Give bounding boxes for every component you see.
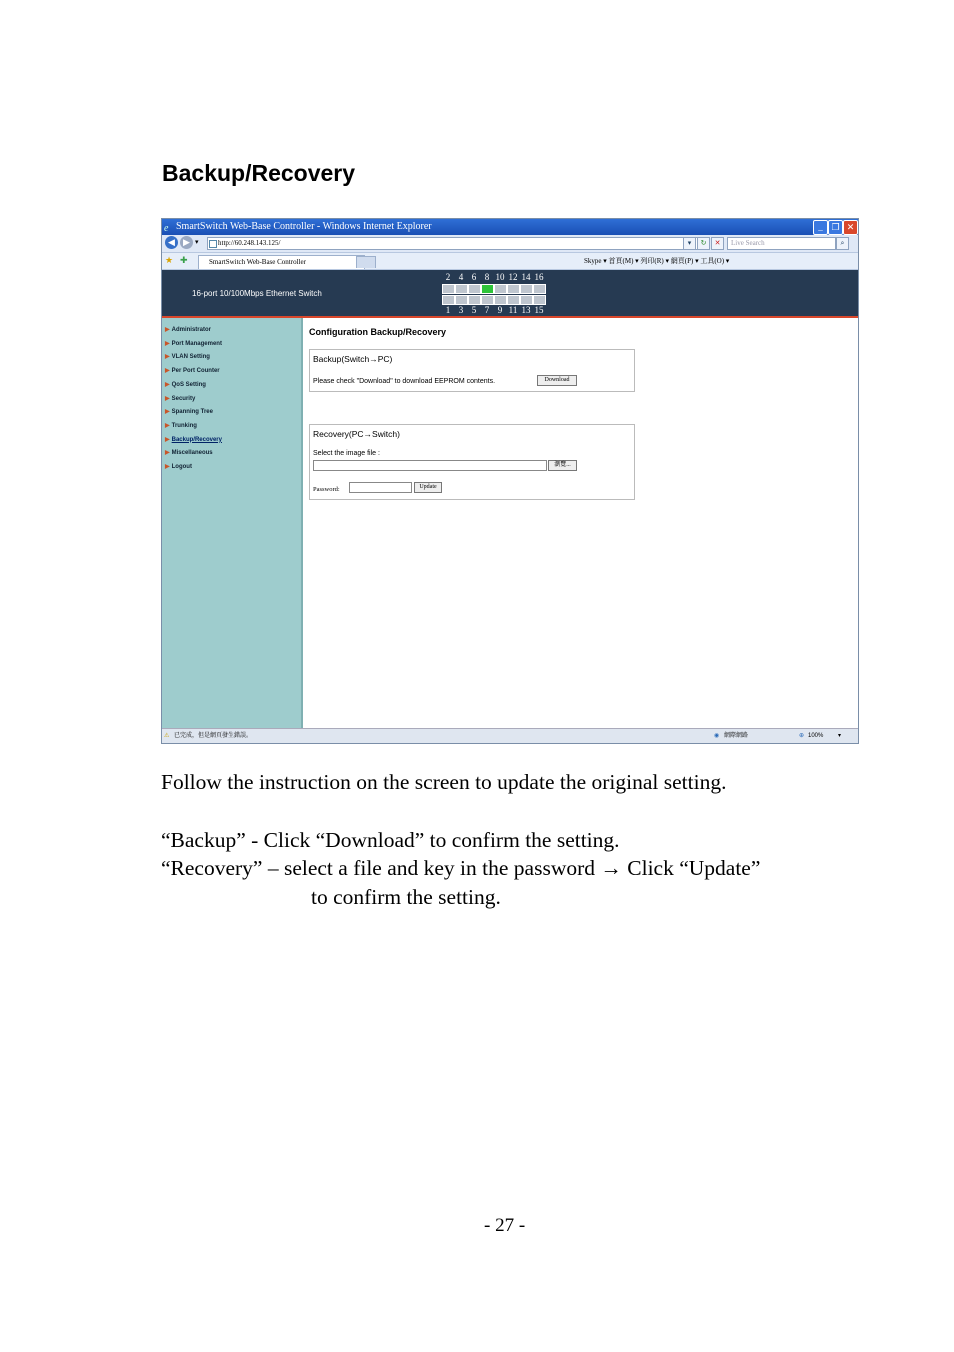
arrow-right-icon: ▶ (165, 450, 170, 457)
address-text: http://60.248.143.125/ (218, 239, 281, 247)
sidebar-item-label: Spanning Tree (171, 409, 213, 416)
zoom-dropdown-icon[interactable]: ▾ (838, 733, 842, 739)
arrow-right-icon: ▶ (165, 395, 170, 402)
port-number-bottom: 7 (484, 305, 490, 315)
sidebar-item-miscellaneous[interactable] (165, 449, 213, 456)
port-number-bottom: 13 (521, 305, 531, 315)
port-1-indicator[interactable] (442, 295, 455, 305)
arrow-right-icon: ▶ (165, 436, 170, 443)
recovery-panel (309, 424, 635, 500)
port-4-indicator[interactable] (455, 284, 468, 294)
warning-icon[interactable]: ⚠ (164, 733, 170, 739)
sidebar-item-qos-setting[interactable] (165, 381, 206, 388)
instruction-paragraph: Follow the instruction on the screen to update the original setting. (161, 770, 727, 794)
port-3-indicator[interactable] (455, 295, 468, 305)
status-text: 已完成，但是網頁發生錯誤。 (174, 733, 253, 739)
close-icon[interactable]: ✕ (843, 220, 858, 235)
port-10-indicator[interactable] (494, 284, 507, 294)
port-12-indicator[interactable] (507, 284, 520, 294)
browse-button[interactable]: 瀏覽... (548, 460, 577, 471)
password-label: Password: (313, 486, 340, 493)
port-16-indicator[interactable] (533, 284, 546, 294)
port-6-indicator[interactable] (468, 284, 481, 294)
sidebar-item-label: VLAN Setting (171, 354, 210, 361)
port-9-indicator[interactable] (494, 295, 507, 305)
section-heading: Backup/Recovery (162, 160, 356, 186)
select-file-label: Select the image file : (313, 450, 380, 457)
sidebar-item-per-port-counter[interactable] (165, 367, 220, 374)
port-number-bottom: 15 (534, 305, 544, 315)
sidebar-item-administrator[interactable] (165, 326, 211, 333)
port-number-top: 6 (471, 272, 477, 282)
arrow-right-icon: ▶ (165, 340, 170, 347)
port-number-bottom: 5 (471, 305, 477, 315)
banner-title: 16-port 10/100Mbps Ethernet Switch (192, 289, 322, 298)
arrow-right-icon: ▶ (165, 409, 170, 416)
zoom-icon[interactable]: ⊕ (799, 733, 805, 739)
globe-icon: ◉ (714, 733, 720, 739)
tab-bar (162, 253, 858, 270)
port-number-bottom: 11 (508, 305, 518, 315)
sidebar-item-label: Backup/Recovery (171, 436, 222, 443)
port-2-indicator[interactable] (442, 284, 455, 294)
port-number-top: 12 (508, 272, 518, 282)
download-button[interactable]: Download (537, 375, 577, 386)
port-11-indicator[interactable] (507, 295, 520, 305)
port-7-indicator[interactable] (481, 295, 494, 305)
address-input[interactable] (207, 237, 705, 250)
sidebar-item-label: Administrator (171, 327, 211, 333)
history-dropdown-icon[interactable]: ▾ (195, 239, 199, 246)
sidebar-item-label: Trunking (171, 422, 197, 429)
backup-panel (309, 349, 635, 392)
port-14-indicator[interactable] (520, 284, 533, 294)
port-number-bottom: 1 (445, 305, 451, 315)
port-13-indicator[interactable] (520, 295, 533, 305)
sidebar-item-label: QoS Setting (171, 381, 206, 388)
minimize-icon[interactable]: _ (813, 220, 828, 235)
port-number-top: 14 (521, 272, 531, 282)
status-zoom[interactable]: 100% (808, 733, 824, 739)
maximize-icon[interactable]: ❐ (828, 220, 843, 235)
sidebar-item-trunking[interactable] (165, 422, 197, 429)
sidebar-item-port-management[interactable] (165, 340, 222, 347)
forward-icon[interactable]: ▶ (180, 236, 193, 249)
page-icon (209, 240, 217, 248)
arrow-right-icon: ▶ (165, 368, 170, 375)
arrow-right-icon: ▶ (165, 354, 170, 361)
sidebar-item-label: Per Port Counter (171, 368, 220, 375)
arrow-right-icon: ▶ (165, 422, 170, 429)
sidebar-nav (162, 318, 303, 728)
sidebar-item-label: Logout (171, 464, 192, 470)
recovery-instruction-continued: to confirm the setting. (311, 885, 501, 909)
ie-logo-icon: e (164, 223, 169, 234)
back-icon[interactable]: ◀ (165, 236, 178, 249)
port-number-top: 4 (458, 272, 464, 282)
tab-smartswitch[interactable]: SmartSwitch Web-Base Controller (198, 255, 365, 269)
arrow-right-icon: ▶ (165, 464, 170, 470)
password-input[interactable] (349, 482, 412, 493)
status-zone: 網際網路 (724, 733, 749, 739)
backup-title: Backup(Switch→PC) (313, 354, 393, 364)
search-input[interactable]: Live Search (727, 237, 836, 250)
command-bar[interactable]: Skype ▾ 首頁(M) ▾ 列印(R) ▾ 網頁(P) ▾ 工具(O) ▾ (584, 257, 730, 265)
page-number: - 27 - (484, 1215, 526, 1236)
app-banner (162, 270, 858, 316)
window-titlebar (162, 219, 858, 235)
page-title: Configuration Backup/Recovery (309, 327, 447, 337)
sidebar-item-label: Miscellaneous (171, 450, 213, 457)
new-tab-button[interactable] (356, 256, 376, 268)
sidebar-item-spanning-tree[interactable] (165, 408, 213, 415)
backup-instruction: Please check "Download" to download EEPROM contents. (313, 378, 496, 385)
status-bar (162, 728, 858, 744)
sidebar-item-security[interactable] (165, 395, 195, 402)
arrow-right-icon: ▶ (165, 381, 170, 388)
favorites-star-icon[interactable]: ★ (165, 255, 174, 265)
backup-instruction-text: “Backup” - Click “Download” to confirm the setting. (161, 828, 620, 852)
port-5-indicator[interactable] (468, 295, 481, 305)
address-bar (162, 235, 858, 253)
browser-screenshot (161, 218, 859, 744)
port-status-panel (442, 272, 547, 316)
port-number-top: 8 (484, 272, 490, 282)
recovery-instruction-text: “Recovery” – select a file and key in the password → Click “Update” (161, 856, 761, 880)
recovery-title: Recovery(PC→Switch) (313, 429, 400, 439)
address-dropdown-icon[interactable]: ▾ (683, 237, 696, 250)
port-number-top: 10 (495, 272, 505, 282)
refresh-icon[interactable]: ↻ (697, 237, 710, 250)
add-favorites-icon[interactable]: ✚ (180, 255, 188, 265)
file-path-input[interactable] (313, 460, 547, 471)
port-number-bottom: 9 (497, 305, 503, 315)
sidebar-item-label: Port Management (171, 340, 222, 347)
port-15-indicator[interactable] (533, 295, 546, 305)
stop-icon[interactable]: ✕ (711, 237, 724, 250)
port-8-indicator[interactable] (481, 284, 494, 294)
port-number-top: 2 (445, 272, 451, 282)
port-number-bottom: 3 (458, 305, 464, 315)
port-number-top: 16 (534, 272, 544, 282)
arrow-right-icon: ▶ (165, 327, 170, 333)
sidebar-item-backup-recovery[interactable] (165, 436, 222, 443)
update-button[interactable]: Update (414, 482, 442, 493)
window-title: SmartSwitch Web-Base Controller - Windows Internet Explorer (176, 221, 432, 232)
main-content (303, 318, 858, 728)
sidebar-item-label: Security (171, 395, 196, 402)
sidebar-item-vlan-setting[interactable] (165, 353, 210, 360)
search-icon[interactable]: ⌕ (836, 237, 849, 250)
sidebar-item-logout[interactable] (165, 463, 192, 470)
